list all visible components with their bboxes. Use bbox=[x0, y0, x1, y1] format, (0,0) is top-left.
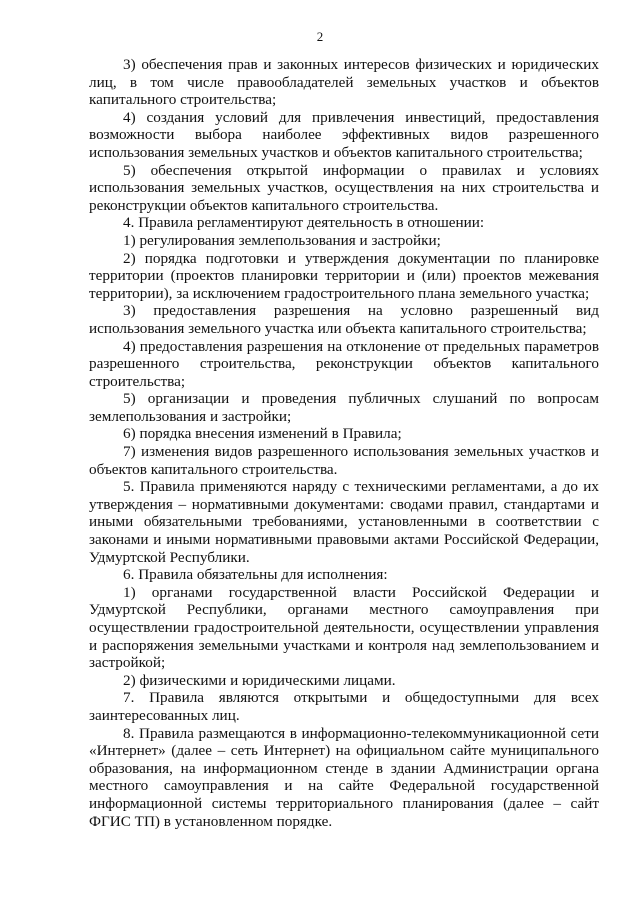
paragraph-section-6-item-2: 2) физическими и юридическими лицами. bbox=[123, 671, 396, 689]
paragraph-section-8: 8. Правила размещаются в информационно-телекоммуникационной сети «Интернет» (далее – сеть Интернет) на официальном сайте муниципального образования, на информационном стенде в здании Администрации органа местного самоуправления и на сайте Федеральной государственной информационной системы территориального планирования (далее – сайт ФГИС ТП) в установленном порядке. bbox=[89, 724, 599, 830]
paragraph-section-6: 6. Правила обязательны для исполнения: bbox=[123, 566, 388, 584]
paragraph-section-4-item-1: 1) регулирования землепользования и застройки; bbox=[123, 231, 441, 249]
paragraph-section-4: 4. Правила регламентируют деятельность в отношении: bbox=[123, 214, 485, 232]
paragraph-item-5: 5) обеспечения открытой информации о правилах и условиях использования земельных участков, осуществления на них строительства и реконструкции объектов капитального строительства. bbox=[89, 161, 599, 214]
paragraph-section-6-item-1: 1) органами государственной власти Российской Федерации и Удмуртской Республики, органами местного самоуправления при осуществлении градостроительной деятельности, осуществлении управления и распоряжения земельными участками и контроля над землепользованием и застройкой; bbox=[89, 583, 599, 672]
page-number: 2 bbox=[316, 29, 324, 44]
paragraph-section-4-item-4: 4) предоставления разрешения на отклонение от предельных параметров разрешенного строительства, реконструкции объектов капитального строительства; bbox=[89, 337, 599, 390]
paragraph-section-4-item-3: 3) предоставления разрешения на условно разрешенный вид использования земельного участка или объекта капитального строительства; bbox=[89, 302, 599, 337]
paragraph-section-4-item-2: 2) порядка подготовки и утверждения документации по планировке территории (проектов планировки территории и (или) проектов межевания территории), за исключением градостроительного плана земельного участка; bbox=[89, 249, 599, 302]
paragraph-section-4-item-5: 5) организации и проведения публичных слушаний по вопросам землепользования и застройки; bbox=[89, 390, 599, 425]
paragraph-section-5: 5. Правила применяются наряду с техническими регламентами, а до их утверждения – нормативными документами: сводами правил, стандартами и иными обязательными требованиями, установленными в соответствии с законами и иными нормативными правовыми актами Российской Федерации, Удмуртской Республики. bbox=[89, 478, 599, 566]
paragraph-section-4-item-6: 6) порядка внесения изменений в Правила; bbox=[123, 425, 402, 443]
paragraph-item-4: 4) создания условий для привлечения инвестиций, предоставления возможности выбора наиболее эффективных видов разрешенного использования земельных участков и объектов капитального строительства; bbox=[89, 108, 599, 161]
paragraph-section-4-item-7: 7) изменения видов разрешенного использования земельных участков и объектов капитального строительства. bbox=[89, 443, 599, 478]
paragraph-item-3: 3) обеспечения прав и законных интересов физических и юридических лиц, в том числе правообладателей земельных участков и объектов капитального строительства; bbox=[89, 56, 599, 109]
document-body bbox=[89, 56, 599, 830]
paragraph-section-7: 7. Правила являются открытыми и общедоступными для всех заинтересованных лиц. bbox=[89, 689, 599, 724]
